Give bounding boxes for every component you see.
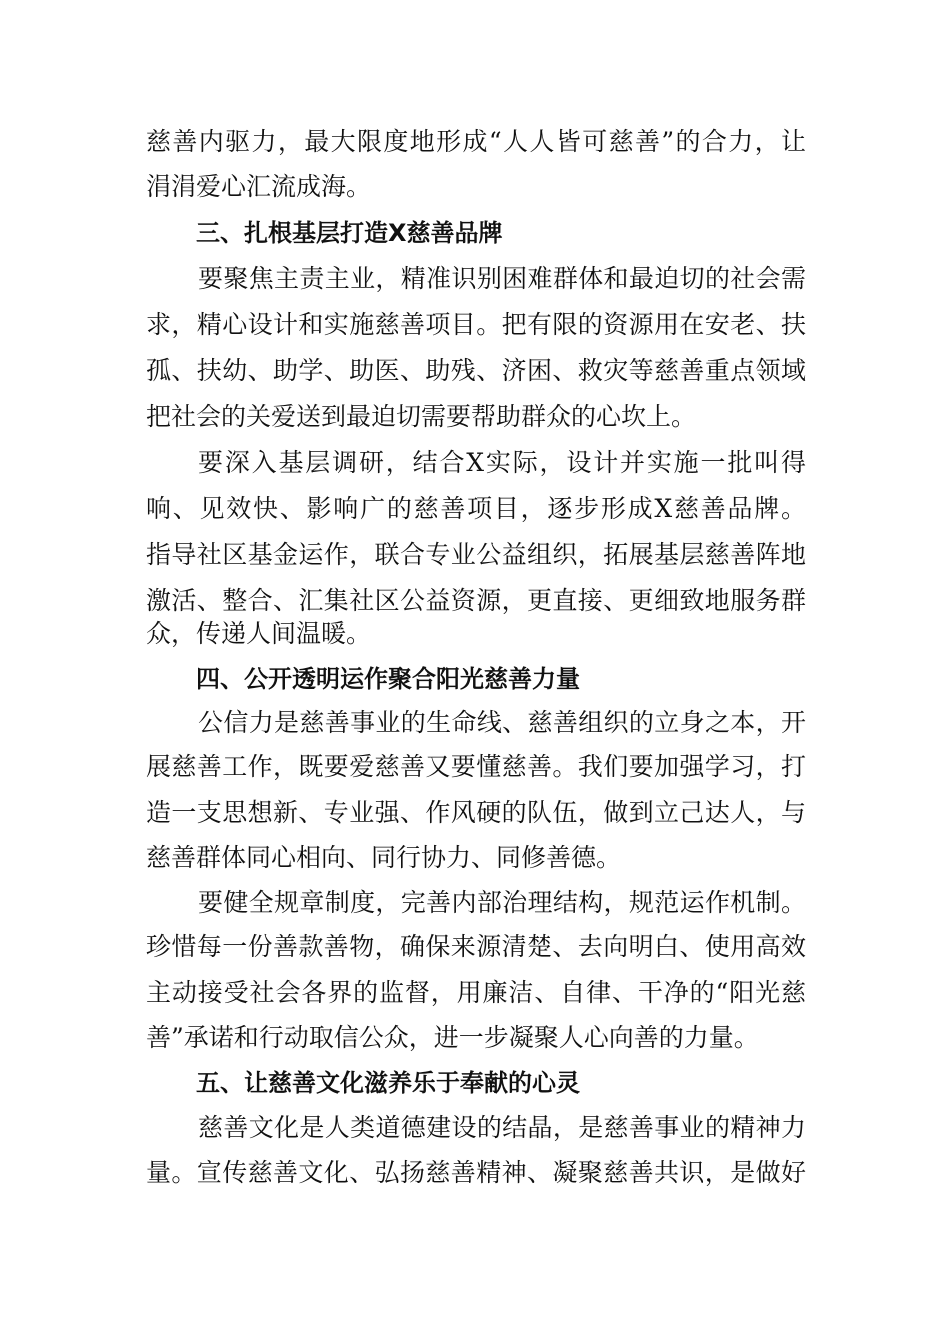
paragraph-line: 要深入基层调研，结合X实际，设计并实施一批叫得: [198, 448, 806, 477]
paragraph-line: 指导社区基金运作，联合专业公益组织，拓展基层慈善阵地: [146, 540, 806, 569]
paragraph-line: 公信力是慈善事业的生命线、慈善组织的立身之本，开: [198, 708, 806, 737]
paragraph-line: 涓涓爱心汇流成海。: [146, 172, 372, 201]
paragraph-line: 孤、扶幼、助学、助医、助残、济困、救灾等慈善重点领域: [146, 356, 806, 385]
section-heading: 五、让慈善文化滋养乐于奉献的心灵: [196, 1069, 580, 1097]
paragraph-line: 主动接受社会各界的监督，用廉洁、自律、干净的“阳光慈: [146, 978, 806, 1007]
paragraph-line: 响、见效快、影响广的慈善项目，逐步形成X慈善品牌。: [146, 494, 806, 523]
paragraph-line: 慈善文化是人类道德建设的结晶，是慈善事业的精神力: [198, 1113, 806, 1142]
paragraph-line: 造一支思想新、专业强、作风硬的队伍，做到立己达人，与: [146, 798, 806, 827]
paragraph-line: 求，精心设计和实施慈善项目。把有限的资源用在安老、扶: [146, 310, 806, 339]
paragraph-line: 量。宣传慈善文化、弘扬慈善精神、凝聚慈善共识，是做好: [146, 1158, 806, 1187]
paragraph-line: 要健全规章制度，完善内部治理结构，规范运作机制。: [198, 888, 806, 917]
paragraph-line: 把社会的关爱送到最迫切需要帮助群众的心坎上。: [146, 402, 697, 431]
paragraph-line: 珍惜每一份善款善物，确保来源清楚、去向明白、使用高效: [146, 932, 806, 961]
paragraph-line: 慈善内驱力，最大限度地形成“人人皆可慈善”的合力，让: [146, 127, 806, 156]
paragraph-line: 要聚焦主责主业，精准识别困难群体和最迫切的社会需: [198, 264, 806, 293]
paragraph-line: 善”承诺和行动取信公众，进一步凝聚人心向善的力量。: [146, 1023, 759, 1052]
paragraph-line: 众，传递人间温暖。: [146, 619, 372, 648]
paragraph-line: 激活、整合、汇集社区公益资源，更直接、更细致地服务群: [146, 586, 806, 615]
section-heading: 三、扎根基层打造X慈善品牌: [196, 219, 503, 247]
section-heading: 四、公开透明运作聚合阳光慈善力量: [196, 665, 580, 693]
paragraph-line: 展慈善工作，既要爱慈善又要懂慈善。我们要加强学习，打: [146, 752, 806, 781]
paragraph-line: 慈善群体同心相向、同行协力、同修善德。: [146, 843, 622, 872]
